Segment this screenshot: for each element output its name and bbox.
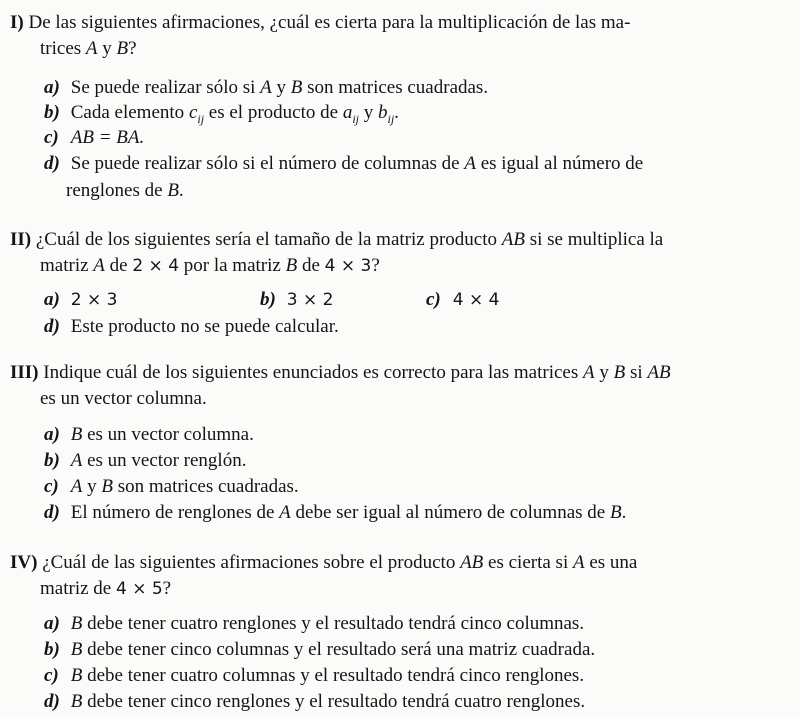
- question-text: ?: [128, 38, 137, 59]
- question-text: de: [109, 255, 128, 276]
- var-ab: AB: [647, 362, 671, 383]
- option-text: es un vector columna.: [87, 424, 254, 445]
- question-text: y: [599, 362, 609, 383]
- option-letter: a): [44, 289, 60, 310]
- option-text: Este producto no se puede calcular.: [70, 316, 339, 337]
- option-text: debe tener cuatro renglones y el resultado tendrá cinco columnas.: [87, 613, 585, 634]
- question-text: De las siguientes afirmaciones, ¿cuál es cierta para la multiplicación de las ma-: [28, 12, 631, 33]
- q2-option-a: [44, 287, 117, 313]
- var-b: B: [609, 502, 622, 523]
- q3-option-b: [44, 448, 246, 473]
- var-b: B: [70, 639, 83, 660]
- option-text: y: [276, 77, 287, 98]
- question-1: [10, 10, 784, 62]
- var-a: A: [572, 552, 585, 573]
- question-text: de: [301, 255, 320, 276]
- question-text: ?: [371, 255, 380, 276]
- var-b: B: [101, 476, 113, 497]
- var-b: B: [70, 424, 83, 445]
- option-letter: c): [426, 289, 441, 310]
- option-letter: a): [44, 77, 60, 98]
- option-text: El número de renglones de: [70, 502, 275, 523]
- option-text: son matrices cuadradas.: [307, 77, 489, 98]
- var-b: B: [285, 255, 298, 276]
- q4-option-b: [44, 637, 595, 662]
- option-letter: d): [44, 502, 60, 523]
- option-text: debe tener cinco columnas y el resultado será una matriz cuadrada.: [87, 639, 596, 660]
- option-text: Se puede realizar sólo si: [70, 77, 256, 98]
- var-b: B: [70, 665, 83, 686]
- question-text: matriz de: [40, 578, 112, 599]
- q1-option-d: [44, 150, 780, 204]
- option-text: es igual al número de: [480, 153, 644, 174]
- option-letter: c): [44, 476, 59, 497]
- q1-option-c: [44, 125, 144, 150]
- var-a: A: [85, 38, 98, 59]
- q2-option-d: [44, 314, 339, 339]
- option-letter: d): [44, 691, 60, 712]
- var-ab: AB: [460, 552, 484, 573]
- option-letter: c): [44, 127, 59, 148]
- option-text: debe ser igual al número de columnas de: [295, 502, 606, 523]
- option-text: AB = BA.: [70, 127, 145, 148]
- matrix-size: 4 × 5: [115, 579, 163, 599]
- var-b: B: [167, 180, 179, 201]
- question-4: [10, 550, 784, 602]
- var-a-elem: a: [342, 102, 353, 123]
- var-a: A: [70, 476, 83, 497]
- q4-option-d: [44, 689, 585, 714]
- var-a: A: [582, 362, 595, 383]
- question-text: por la matriz: [183, 255, 281, 276]
- q3-option-d: [44, 500, 626, 525]
- question-3: [10, 360, 784, 412]
- option-text: es el producto de: [208, 102, 339, 123]
- option-letter: b): [44, 102, 60, 123]
- option-letter: d): [44, 153, 60, 174]
- question-text: ?: [162, 578, 172, 599]
- var-a: A: [260, 77, 272, 98]
- question-text: si: [629, 362, 643, 383]
- question-text: matriz: [40, 255, 89, 276]
- option-letter: c): [44, 665, 59, 686]
- var-a: A: [464, 153, 476, 174]
- var-ab: AB: [501, 229, 525, 250]
- option-text: 2 × 3: [70, 290, 118, 310]
- option-letter: b): [260, 289, 276, 310]
- q4-option-a: [44, 611, 584, 636]
- question-text: es un vector columna.: [40, 388, 207, 409]
- subscript: ij: [197, 111, 205, 126]
- q2-option-c: [426, 287, 499, 313]
- option-text: Se puede realizar sólo si el número de columnas de: [70, 153, 460, 174]
- option-letter: a): [44, 424, 60, 445]
- q2-option-b: [260, 287, 333, 313]
- var-a: A: [279, 502, 291, 523]
- option-text: y: [87, 476, 97, 497]
- var-b: B: [290, 77, 303, 98]
- option-text: .: [178, 180, 184, 201]
- var-b-elem: b: [377, 102, 388, 123]
- option-letter: b): [44, 450, 60, 471]
- var-b: B: [70, 691, 83, 712]
- option-text: y: [363, 102, 374, 123]
- option-text: es un vector renglón.: [87, 450, 247, 471]
- subscript: ij: [387, 111, 395, 126]
- q1-option-a: [44, 75, 488, 100]
- option-letter: a): [44, 613, 60, 634]
- option-text: debe tener cuatro columnas y el resultado tendrá cinco renglones.: [87, 665, 585, 686]
- var-b: B: [70, 613, 83, 634]
- question-text: si se multiplica la: [529, 229, 664, 250]
- option-text: 4 × 4: [452, 290, 500, 310]
- var-b: B: [116, 38, 129, 59]
- question-number: III): [10, 362, 39, 383]
- question-text: y: [102, 38, 112, 59]
- question-text: es una: [589, 552, 638, 573]
- subscript: ij: [352, 111, 359, 126]
- q3-option-c: [44, 474, 299, 499]
- option-text: Cada elemento: [70, 102, 185, 123]
- var-b: B: [613, 362, 626, 383]
- option-text: .: [621, 502, 627, 523]
- option-letter: d): [44, 316, 60, 337]
- matrix-size: 2 × 4: [132, 256, 180, 276]
- question-2: [10, 227, 784, 279]
- option-text: debe tener cinco renglones y el resultado tendrá cuatro renglones.: [87, 691, 586, 712]
- option-text: renglones de: [66, 180, 163, 201]
- question-number: I): [10, 12, 24, 33]
- option-text: 3 × 2: [286, 290, 334, 310]
- option-text: son matrices cuadradas.: [117, 476, 299, 497]
- question-text: ¿Cuál de las siguientes afirmaciones sobre el producto: [42, 552, 456, 573]
- matrix-size: 4 × 3: [324, 256, 372, 276]
- var-a: A: [93, 255, 105, 276]
- var-a: A: [70, 450, 83, 471]
- option-text: .: [394, 102, 399, 123]
- question-number: II): [10, 229, 32, 250]
- question-text: trices: [40, 38, 82, 59]
- question-text: Indique cuál de los siguientes enunciados es correcto para las matrices: [43, 362, 579, 383]
- q3-option-a: [44, 422, 254, 447]
- question-number: IV): [10, 552, 38, 573]
- question-text: es cierta si: [488, 552, 569, 573]
- var-c: c: [188, 102, 198, 123]
- q4-option-c: [44, 663, 584, 688]
- option-letter: b): [44, 639, 60, 660]
- question-text: ¿Cuál de los siguientes sería el tamaño de la matriz producto: [35, 229, 498, 250]
